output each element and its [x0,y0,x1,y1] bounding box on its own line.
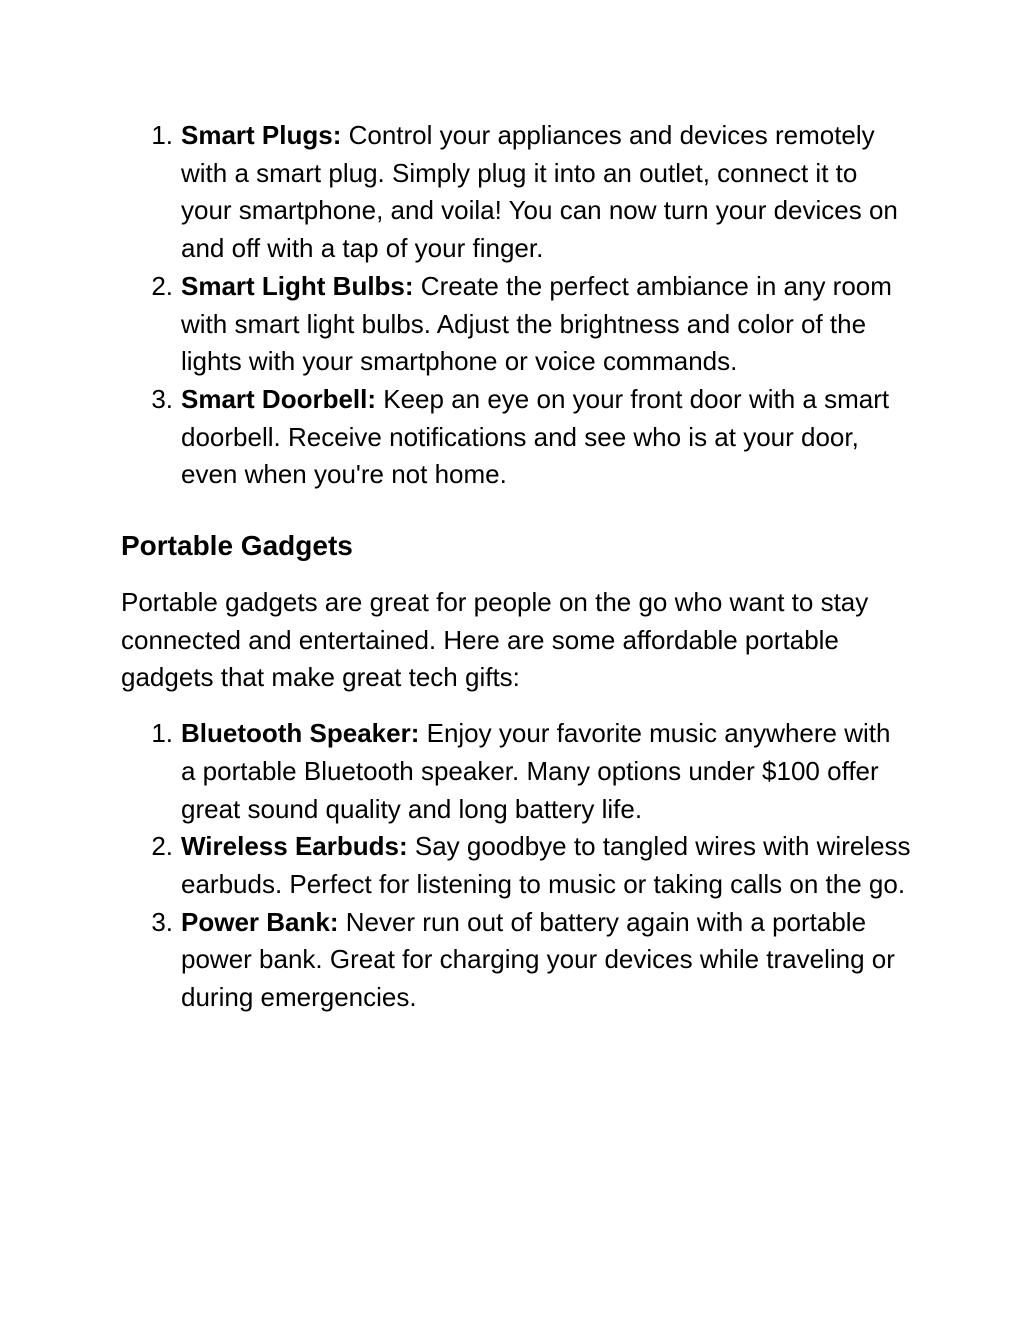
section-intro: Portable gadgets are great for people on the go who want to stay connected and entertained. Here are some affordable portable gadgets that make great tech gifts: [121,587,869,693]
list-item [121,715,911,828]
portable-gadgets-list [121,715,911,1017]
item-description: Keep an eye on your front door with a smart doorbell. Receive notifications and see who is at your door, even when you're not home. [181,383,890,490]
item-term: Bluetooth Speaker: [181,718,420,749]
item-term: Smart Plugs: [181,120,342,150]
list-number: 2. [151,831,173,862]
list-item [121,904,911,1017]
list-number: 2. [151,270,173,301]
item-description: Control your appliances and devices remotely with a smart plug. Simply plug it into an outlet, connect it to your smartphone, and voila! You can now turn your devices on and off with a tap of your finger. [181,120,898,264]
list-number: 1. [151,718,173,749]
document-page [121,117,911,1017]
item-description: Never run out of battery again with a portable power bank. Great for charging your devices while traveling or during emergencies. [181,906,895,1013]
item-term: Wireless Earbuds: [181,831,408,862]
list-item [121,828,911,903]
list-item [121,268,911,381]
list-number: 1. [151,120,173,150]
item-term: Smart Light Bulbs: [181,270,414,301]
item-description: Say goodbye to tangled wires with wireless earbuds. Perfect for listening to music or taking calls on the go. [181,831,911,899]
section-heading: Portable Gadgets [121,530,353,562]
smart-home-list [121,117,911,494]
item-term: Smart Doorbell: [181,383,377,414]
list-number: 3. [151,383,173,414]
item-description: Create the perfect ambiance in any room with smart light bulbs. Adjust the brightness and color of the lights with your smartphone or voice commands. [181,270,892,377]
list-item [121,117,911,268]
list-item [121,381,911,494]
list-number: 3. [151,906,173,937]
item-term: Power Bank: [181,906,339,937]
item-description: Enjoy your favorite music anywhere with a portable Bluetooth speaker. Many options under $100 offer great sound quality and long battery life. [181,718,891,824]
